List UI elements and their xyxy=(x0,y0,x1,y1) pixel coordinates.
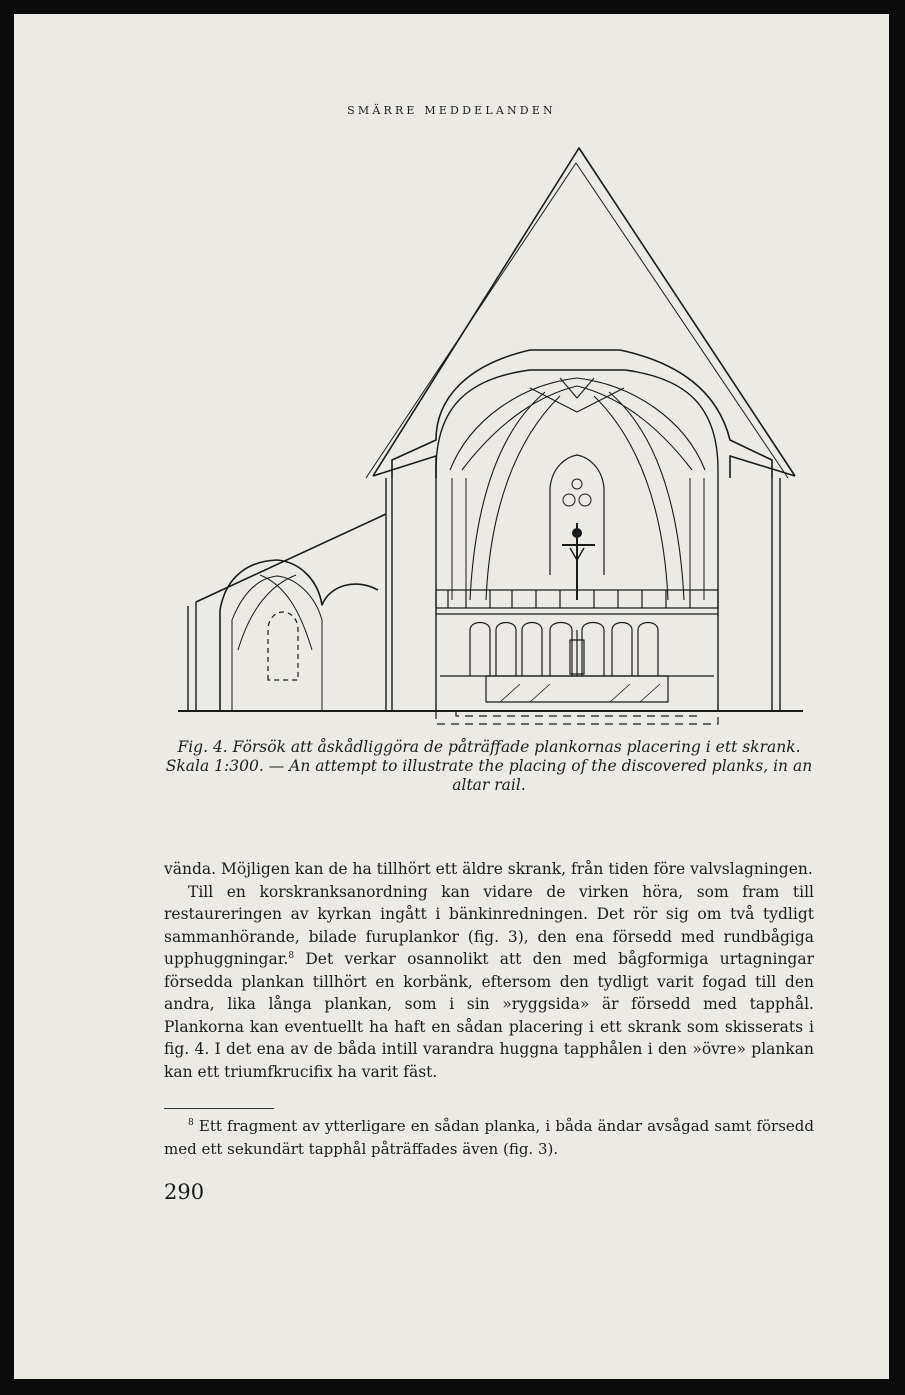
altar-rail-screen xyxy=(436,590,718,676)
aisle-vault xyxy=(220,560,378,711)
paragraph-2-part-2: Det verkar osannolikt att den med bågformiga urtagningar försedda plankan tillhört en korbänk, eftersom den tydligt varit fogad till den andra, lika långa plankan, som i sin »ryggsida» är försedd med tapphål. Plankorna kan eventuellt ha haft en sådan placering i ett skrank som skisserats i fig. 4. I det ena av de båda intill varandra huggna tapphålen i den »övre» plankan kan ett triumfkrucifix ha varit fäst. xyxy=(164,950,814,1081)
aisle-window-dashed xyxy=(268,612,298,680)
aisle-wall-left xyxy=(188,602,196,711)
footnote xyxy=(164,1115,814,1160)
page xyxy=(14,14,889,1379)
crucifix xyxy=(562,523,595,600)
paragraph-2-part-1: Till en korskranksanordning kan vidare de virken höra, som fram till restaureringen av kyrkan ingått i bänkinredningen. Det rör sig om två tydligt sammanhörande, bilade furuplankor (fig. 3), den ena försedd med rundbågiga upphuggningar. xyxy=(164,882,814,968)
paragraph-2 xyxy=(164,881,814,1084)
aisle-roof xyxy=(196,514,386,602)
foundation-dashed xyxy=(436,711,718,724)
nave-wall-right xyxy=(772,478,780,711)
aisle-vault-inner xyxy=(232,575,322,711)
nave-eave-left xyxy=(373,456,436,478)
altar xyxy=(486,676,668,702)
page-number: 290 xyxy=(164,1180,205,1204)
nave-roof-inner-line xyxy=(366,163,788,478)
footnote-number: 8 xyxy=(188,1118,194,1128)
figure-caption: Fig. 4. Försök att åskådliggöra de påträffade plankornas placering i ett skrank. Skala 1:300. — An attempt to illustrate the placing of the discovered planks, in an altar rail. xyxy=(165,738,813,794)
church-section-drawing xyxy=(14,14,889,734)
body-text xyxy=(164,858,814,1083)
nave-wall-left xyxy=(386,478,392,711)
footnote-rule xyxy=(164,1108,274,1109)
paragraph-1: vända. Möjligen kan de ha tillhört ett äldre skrank, från tiden före valvslagningen. xyxy=(164,860,813,878)
running-header: SMÄRRE MEDDELANDEN xyxy=(347,104,556,117)
footnote-text: Ett fragment av ytterligare en sådan planka, i båda ändar avsågad samt försedd med ett sekundärt tapphål påträffades även (fig. 3). xyxy=(164,1117,814,1158)
footnote-reference[interactable]: 8 xyxy=(288,951,295,961)
